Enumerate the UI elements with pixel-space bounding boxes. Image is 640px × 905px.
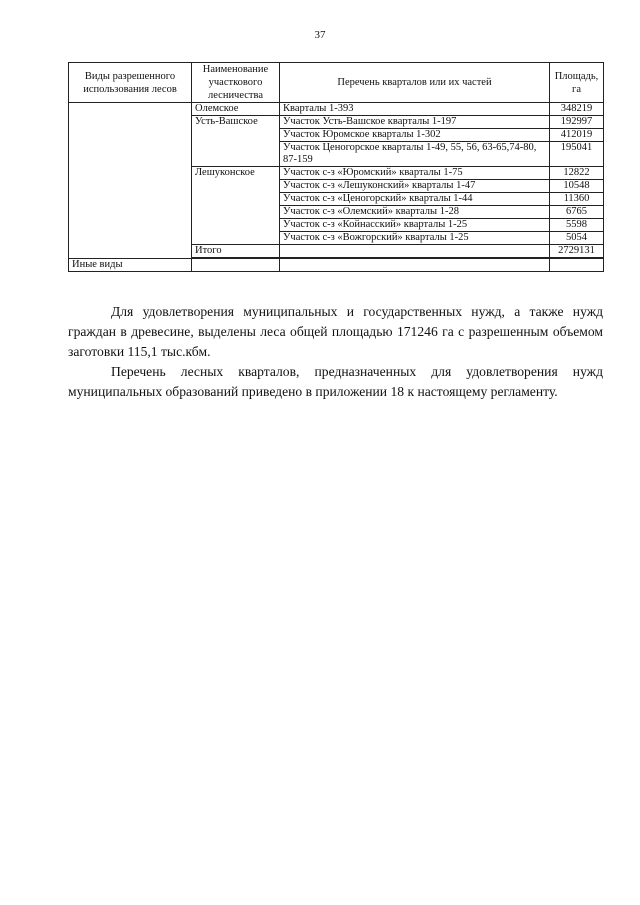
total-label: Итого bbox=[192, 245, 280, 258]
forestry-cell: Лешуконское bbox=[192, 167, 280, 245]
quarters-cell: Участок с-з «Олемский» кварталы 1-28 bbox=[280, 206, 550, 219]
table-row bbox=[69, 259, 604, 272]
area-cell: 11360 bbox=[550, 193, 604, 206]
area-cell: 10548 bbox=[550, 180, 604, 193]
quarters-cell: Участок Усть-Вашское кварталы 1-197 bbox=[280, 116, 550, 129]
area-cell: 192997 bbox=[550, 116, 604, 129]
header-quarters: Перечень кварталов или их частей bbox=[280, 63, 550, 103]
quarters-cell: Участок с-з «Ценогорский» кварталы 1-44 bbox=[280, 193, 550, 206]
quarters-cell: Участок с-з «Койнасский» кварталы 1-25 bbox=[280, 219, 550, 232]
area-cell: 12822 bbox=[550, 167, 604, 180]
quarters-cell: Кварталы 1-393 bbox=[280, 103, 550, 116]
forest-use-table bbox=[68, 62, 604, 272]
header-forestry: Наименование участкового лесничества bbox=[192, 63, 280, 103]
forestry-cell: Олемское bbox=[192, 103, 280, 116]
quarters-cell: Участок Ценогорское кварталы 1-49, 55, 56, 63-65,74-80, 87-159 bbox=[280, 142, 550, 167]
total-empty-cell bbox=[280, 245, 550, 258]
table-header-row bbox=[69, 63, 604, 103]
paragraph-municipal-needs: Для удовлетворения муниципальных и государственных нужд, а также нужд граждан в древесине, выделены леса общей площадью 171246 га с разрешенным объемом заготовки 115,1 тыс.кбм. bbox=[68, 304, 603, 359]
area-cell: 5054 bbox=[550, 232, 604, 245]
quarters-cell: Участок Юромское кварталы 1-302 bbox=[280, 129, 550, 142]
total-area: 2729131 bbox=[550, 245, 604, 258]
page-number: 37 bbox=[314, 29, 326, 41]
area-cell: 412019 bbox=[550, 129, 604, 142]
forestry-cell: Усть-Вашское bbox=[192, 116, 280, 167]
area-cell: 5598 bbox=[550, 219, 604, 232]
header-use-type: Виды разрешенного использования лесов bbox=[69, 63, 192, 103]
quarters-cell: Участок с-з «Лешуконский» кварталы 1-47 bbox=[280, 180, 550, 193]
quarters-cell: Участок с-з «Юромский» кварталы 1-75 bbox=[280, 167, 550, 180]
use-type-cell bbox=[69, 103, 192, 259]
header-area: Площадь, га bbox=[550, 63, 604, 103]
empty-cell bbox=[280, 259, 550, 272]
other-use-label: Иные виды bbox=[69, 259, 192, 272]
area-cell: 348219 bbox=[550, 103, 604, 116]
quarters-cell: Участок с-з «Вожгорский» кварталы 1-25 bbox=[280, 232, 550, 245]
empty-cell bbox=[550, 259, 604, 272]
empty-cell bbox=[192, 259, 280, 272]
table-row bbox=[69, 103, 604, 116]
area-cell: 6765 bbox=[550, 206, 604, 219]
area-cell: 195041 bbox=[550, 142, 604, 167]
paragraph-quarters-list: Перечень лесных кварталов, предназначенных для удовлетворения нужд муниципальных образований приведено в приложении 18 к настоящему регламенту. bbox=[68, 364, 603, 399]
